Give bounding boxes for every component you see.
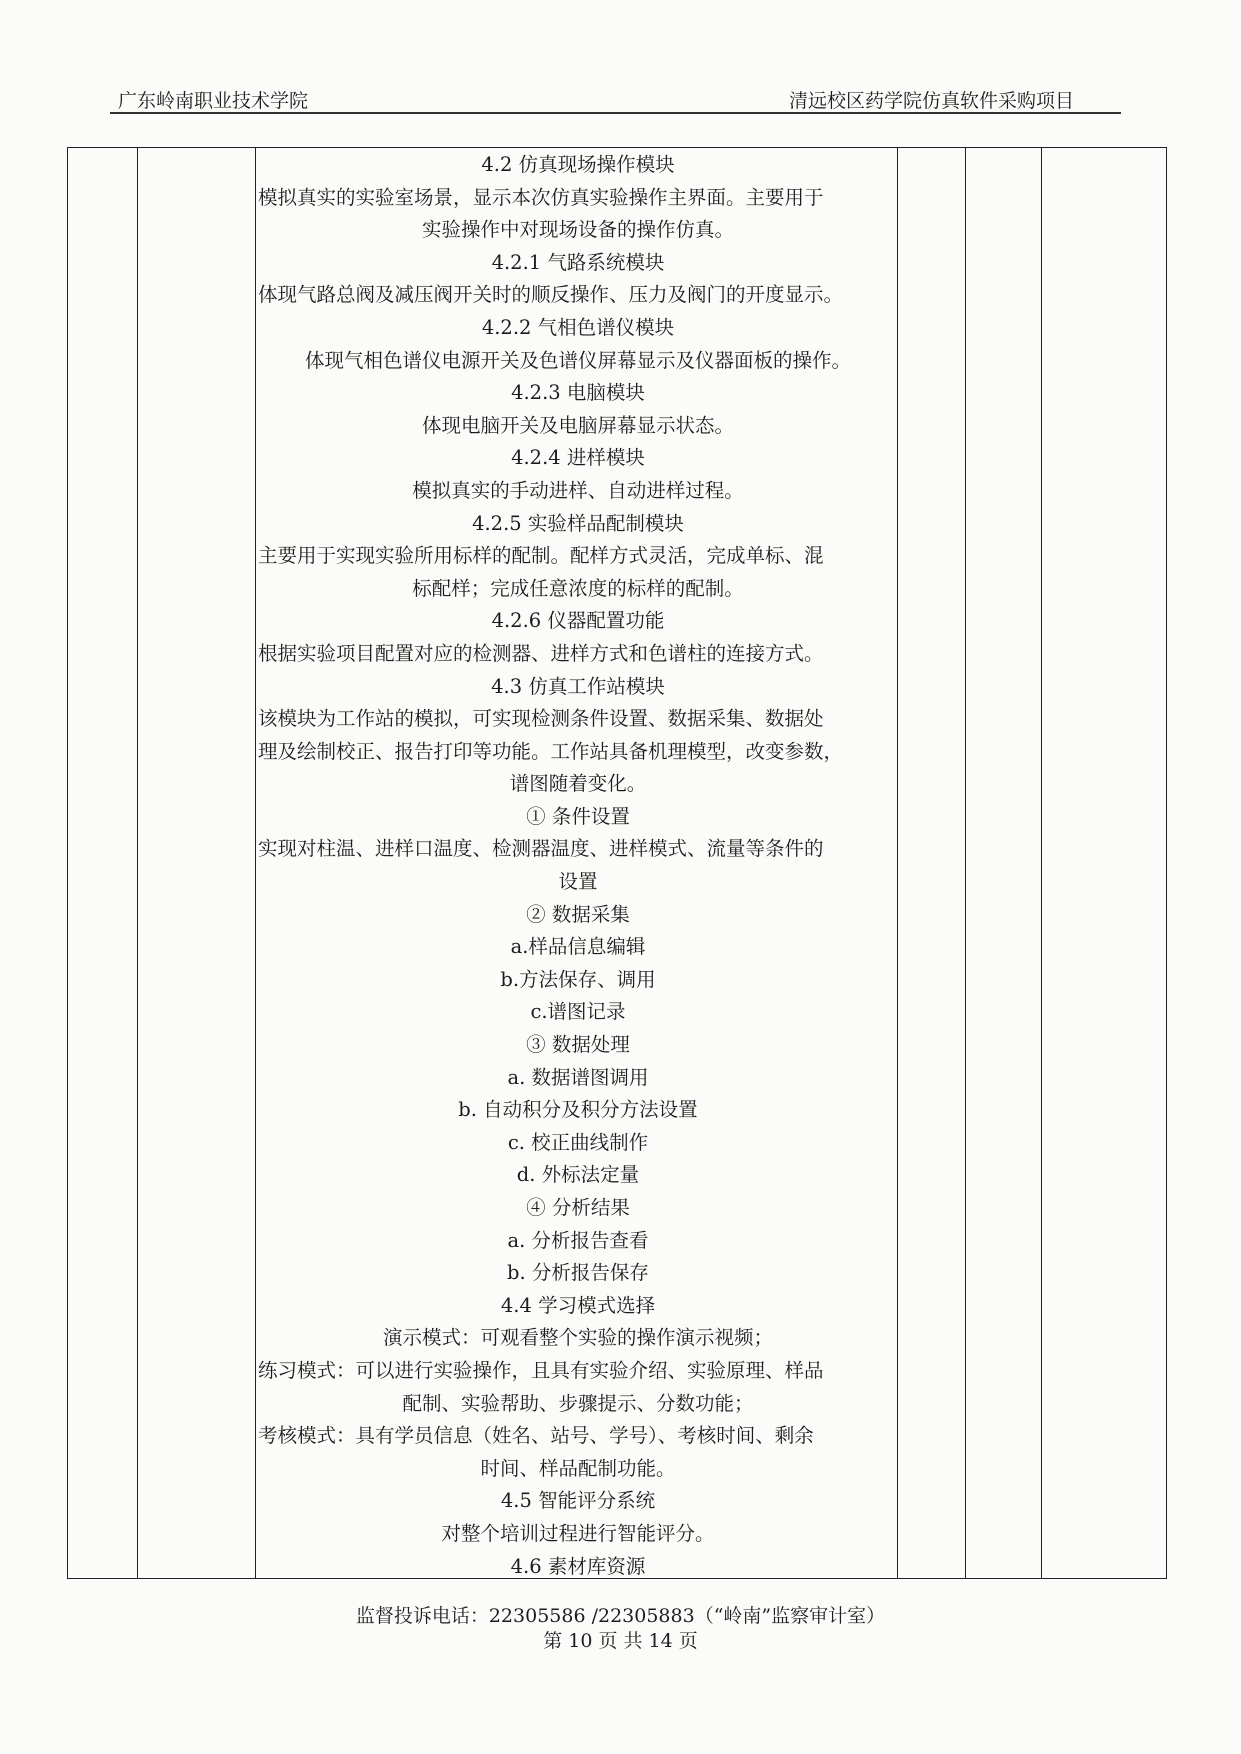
- content-line: b.方法保存、调用: [500, 967, 656, 991]
- content-line: 实验操作中对现场设备的操作仿真。: [421, 218, 734, 242]
- content-line: 4.2.2 气相色谱仪模块: [481, 315, 675, 339]
- table-column-divider: [255, 148, 256, 1578]
- content-line: 模拟真实的手动进样、自动进样过程。: [412, 478, 744, 502]
- content-line: a. 数据谱图调用: [507, 1065, 649, 1089]
- content-line: 4.3 仿真工作站模块: [491, 674, 665, 698]
- content-line: 标配样；完成任意浓度的标样的配制。: [412, 576, 744, 600]
- content-line: c.谱图记录: [530, 1000, 626, 1024]
- header-right: 清远校区药学院仿真软件采购项目: [788, 90, 1074, 112]
- content-line: ① 条件设置: [526, 804, 630, 828]
- content-line: 4.2.4 进样模块: [511, 446, 645, 470]
- content-line: 配制、实验帮助、步骤提示、分数功能；: [402, 1391, 754, 1415]
- content-line: 4.6 素材库资源: [510, 1554, 646, 1578]
- content-line: 4.5 智能评分系统: [500, 1489, 656, 1513]
- content-line: 体现气路总阀及减压阀开关时的顺反操作、压力及阀门的开度显示。: [258, 283, 844, 307]
- content-line: 4.4 学习模式选择: [500, 1293, 656, 1317]
- content-line: 理及绘制校正、报告打印等功能。工作站具备机理模型，改变参数，: [258, 739, 844, 763]
- content-line: 根据实验项目配置对应的检测器、进样方式和色谱柱的连接方式。: [258, 641, 824, 665]
- content-line: 时间、样品配制功能。: [480, 1456, 676, 1480]
- content-line: 4.2.3 电脑模块: [511, 381, 645, 405]
- content-line: 该模块为工作站的模拟，可实现检测条件设置、数据采集、数据处: [258, 707, 824, 731]
- content-line: c. 校正曲线制作: [507, 1130, 649, 1154]
- footer-supervision-phone: 监督投诉电话：22305586 /22305883（“岭南”监察审计室）: [355, 1605, 886, 1627]
- content-line: 考核模式：具有学员信息（姓名、站号、学号）、考核时间、剩余: [258, 1424, 814, 1448]
- content-line: 模拟真实的实验室场景，显示本次仿真实验操作主界面。主要用于: [258, 185, 824, 209]
- content-line: 实现对柱温、进样口温度、检测器温度、进样模式、流量等条件的: [258, 837, 824, 861]
- content-line: 4.2.6 仪器配置功能: [491, 609, 665, 633]
- footer-page-number: 第 10 页 共 14 页: [543, 1630, 698, 1652]
- content-line: b. 分析报告保存: [507, 1261, 649, 1285]
- header-left: 广东岭南职业技术学院: [118, 90, 309, 112]
- table-column-divider: [965, 148, 966, 1578]
- content-line: 设置: [558, 870, 598, 894]
- content-line: 练习模式：可以进行实验操作，且具有实验介绍、实验原理、样品: [258, 1358, 824, 1382]
- header-rule: [110, 112, 1121, 114]
- content-line: 演示模式：可观看整个实验的操作演示视频；: [382, 1326, 773, 1350]
- content-line: 体现电脑开关及电脑屏幕显示状态。: [421, 413, 734, 437]
- spec-content-cell: [258, 149, 898, 1583]
- content-line: ④ 分析结果: [526, 1196, 630, 1219]
- table-column-divider: [137, 148, 138, 1578]
- content-line: a.样品信息编辑: [510, 935, 646, 959]
- content-line: 主要用于实现实验所用标样的配制。配样方式灵活，完成单标、混: [258, 544, 824, 568]
- content-line: 4.2.5 实验样品配制模块: [472, 511, 684, 535]
- content-line: a. 分析报告查看: [507, 1228, 649, 1252]
- content-line: 4.2.1 气路系统模块: [491, 250, 665, 274]
- content-line: d. 外标法定量: [516, 1163, 640, 1187]
- content-line: 4.2 仿真现场操作模块: [481, 153, 675, 176]
- content-line: 对整个培训过程进行智能评分。: [441, 1521, 715, 1545]
- content-line: 谱图随着变化。: [509, 772, 647, 796]
- table-column-divider: [1041, 148, 1042, 1578]
- content-line: ② 数据采集: [526, 902, 630, 926]
- content-line: b. 自动积分及积分方法设置: [458, 1098, 698, 1122]
- content-line: 体现气相色谱仪电源开关及色谱仪屏幕显示及仪器面板的操作。: [304, 348, 851, 372]
- content-line: ③ 数据处理: [526, 1033, 630, 1057]
